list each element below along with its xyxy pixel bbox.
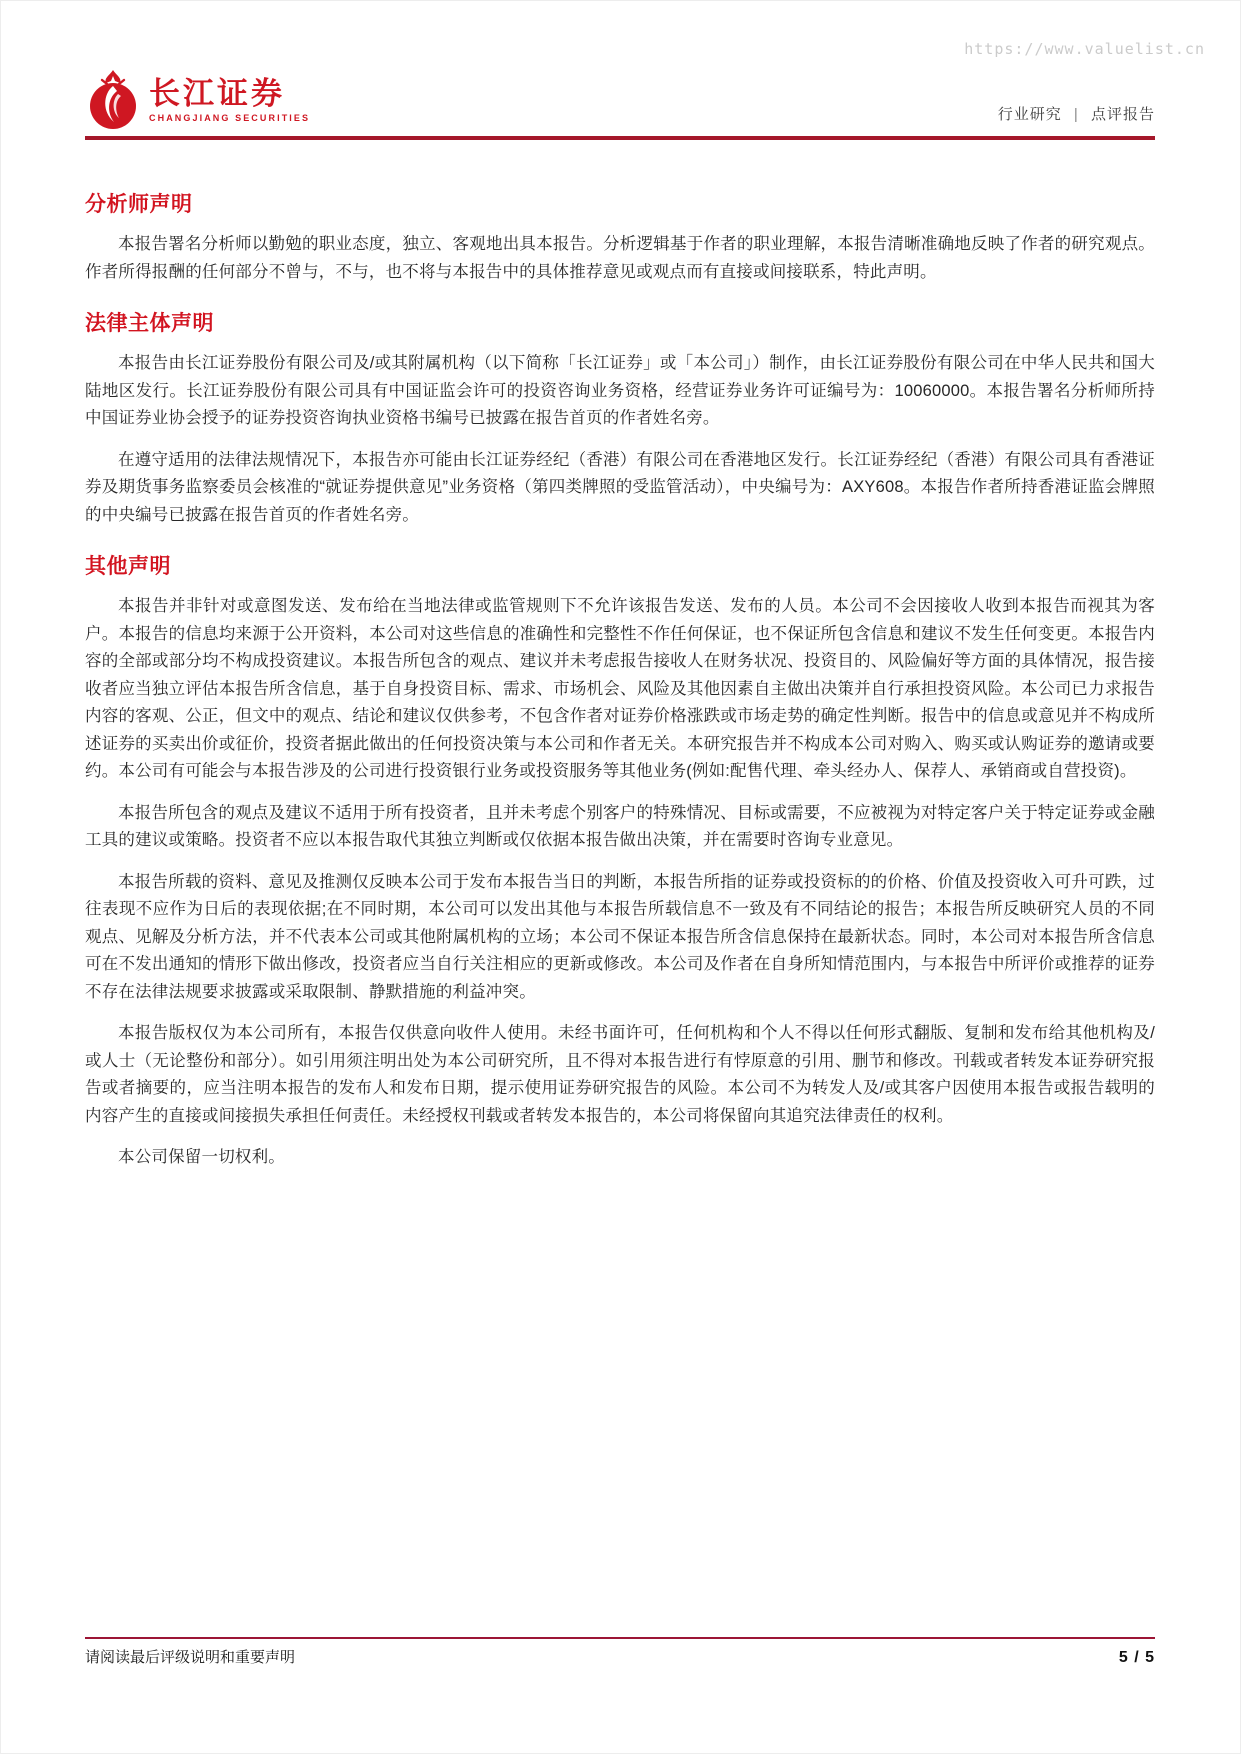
paragraph: 本报告所载的资料、意见及推测仅反映本公司于发布本报告当日的判断，本报告所指的证券或投资标的的价格、价值及投资收入可升可跌，过往表现不应作为日后的表现依据;在不同时期，本公司可以发出其他与本报告所载信息不一致及有不同结论的报告；本报告所反映研究人员的不同观点、见解及分析方法，并不代表本公司或其他附属机构的立场；本公司不保证本报告所含信息保持在最新状态。同时，本公司对本报告所含信息可在不发出通知的情形下做出修改，投资者应当自行关注相应的更新或修改。本公司及作者在自身所知情范围内，与本报告中所评价或推荐的证券不存在法律法规要求披露或采取限制、静默措施的利益冲突。: [85, 872, 1155, 1001]
paragraph: 本公司保留一切权利。: [118, 1148, 285, 1166]
section-title-legal-entity-statement: 法律主体声明: [85, 312, 214, 335]
section-title-analyst-statement: 分析师声明: [85, 193, 193, 216]
paragraph: 本报告署名分析师以勤勉的职业态度，独立、客观地出具本报告。分析逻辑基于作者的职业理解，本报告清晰准确地反映了作者的研究观点。作者所得报酬的任何部分不曾与，不与，也不将与本报告中的具体推荐意见或观点而有直接或间接联系，特此声明。: [85, 235, 1155, 281]
header-divider: [85, 136, 1155, 140]
paragraph: 本报告由长江证券股份有限公司及/或其附属机构（以下简称「长江证券」或「本公司」）制作，由长江证券股份有限公司在中华人民共和国大陆地区发行。长江证券股份有限公司具有中国证监会许可的投资咨询业务资格，经营证券业务许可证编号为：10060000。本报告署名分析师所持中国证券业协会授予的证券投资咨询执业资格书编号已披露在报告首页的作者姓名旁。: [85, 354, 1155, 427]
disclaimer-content: [85, 188, 1155, 1186]
brand-logo: [85, 68, 1155, 132]
page-footer: [85, 1646, 1155, 1667]
watermark-url: https://www.valuelist.cn: [964, 40, 1205, 58]
paragraph: 本报告版权仅为本公司所有，本报告仅供意向收件人使用。未经书面许可，任何机构和个人不得以任何形式翻版、复制和发布给其他机构及/或人士（无论整份和部分）。如引用须注明出处为本公司研究所，且不得对本报告进行有悖原意的引用、删节和修改。刊载或者转发本证券研究报告或者摘要的，应当注明本报告的发布人和发布日期，提示使用证券研究报告的风险。本公司不为转发人及/或其客户因使用本报告或报告载明的内容产生的直接或间接损失承担任何责任。未经授权刊载或者转发本报告的，本公司将保留向其追究法律责任的权利。: [85, 1024, 1155, 1125]
brand-text: [149, 75, 311, 123]
page-header: [85, 68, 1155, 136]
category-separator: |: [1073, 106, 1079, 123]
brand-name-en: CHANGJIANG SECURITIES: [149, 112, 311, 123]
category-label: 行业研究: [997, 106, 1062, 123]
changjiang-phoenix-logo-icon: [85, 68, 141, 132]
brand-name-cn: 长江证券: [149, 75, 285, 111]
paragraph: 本报告并非针对或意图发送、发布给在当地法律或监管规则下不允许该报告发送、发布的人员。本公司不会因接收人收到本报告而视其为客户。本报告的信息均来源于公开资料，本公司对这些信息的准确性和完整性不作任何保证，也不保证所包含信息和建议不发生任何变更。本报告内容的全部或部分均不构成投资建议。本报告所包含的观点、建议并未考虑报告接收人在财务状况、投资目的、风险偏好等方面的具体情况，报告接收者应当独立评估本报告所含信息，基于自身投资目标、需求、市场机会、风险及其他因素自主做出决策并自行承担投资风险。本公司已力求报告内容的客观、公正，但文中的观点、结论和建议仅供参考，不包含作者对证券价格涨跌或市场走势的确定性判断。报告中的信息或意见并不构成所述证券的买卖出价或征价，投资者据此做出的任何投资决策与本公司和作者无关。本研究报告并不构成本公司对购入、购买或认购证券的邀请或要约。本公司有可能会与本报告涉及的公司进行投资银行业务或投资服务等其他业务(例如:配售代理、牵头经办人、保荐人、承销商或自营投资)。: [85, 597, 1155, 780]
report-category: [998, 103, 1155, 124]
report-type-label: 点评报告: [1090, 106, 1155, 123]
footer-divider: [85, 1637, 1155, 1639]
paragraph: 在遵守适用的法律法规情况下，本报告亦可能由长江证券经纪（香港）有限公司在香港地区发行。长江证券经纪（香港）有限公司具有香港证券及期货事务监察委员会核准的“就证券提供意见”业务资格（第四类牌照的受监管活动），中央编号为：AXY608。本报告作者所持香港证监会牌照的中央编号已披露在报告首页的作者姓名旁。: [85, 450, 1155, 524]
paragraph: 本报告所包含的观点及建议不适用于所有投资者，且并未考虑个别客户的特殊情况、目标或需要，不应被视为对特定客户关于特定证券或金融工具的建议或策略。投资者不应以本报告取代其独立判断或仅依据本报告做出决策，并在需要时咨询专业意见。: [85, 803, 1155, 849]
section-title-other-statement: 其他声明: [85, 555, 171, 578]
footer-disclaimer-note: 请阅读最后评级说明和重要声明: [85, 1649, 296, 1666]
page-number: 5 / 5: [1118, 1649, 1155, 1666]
